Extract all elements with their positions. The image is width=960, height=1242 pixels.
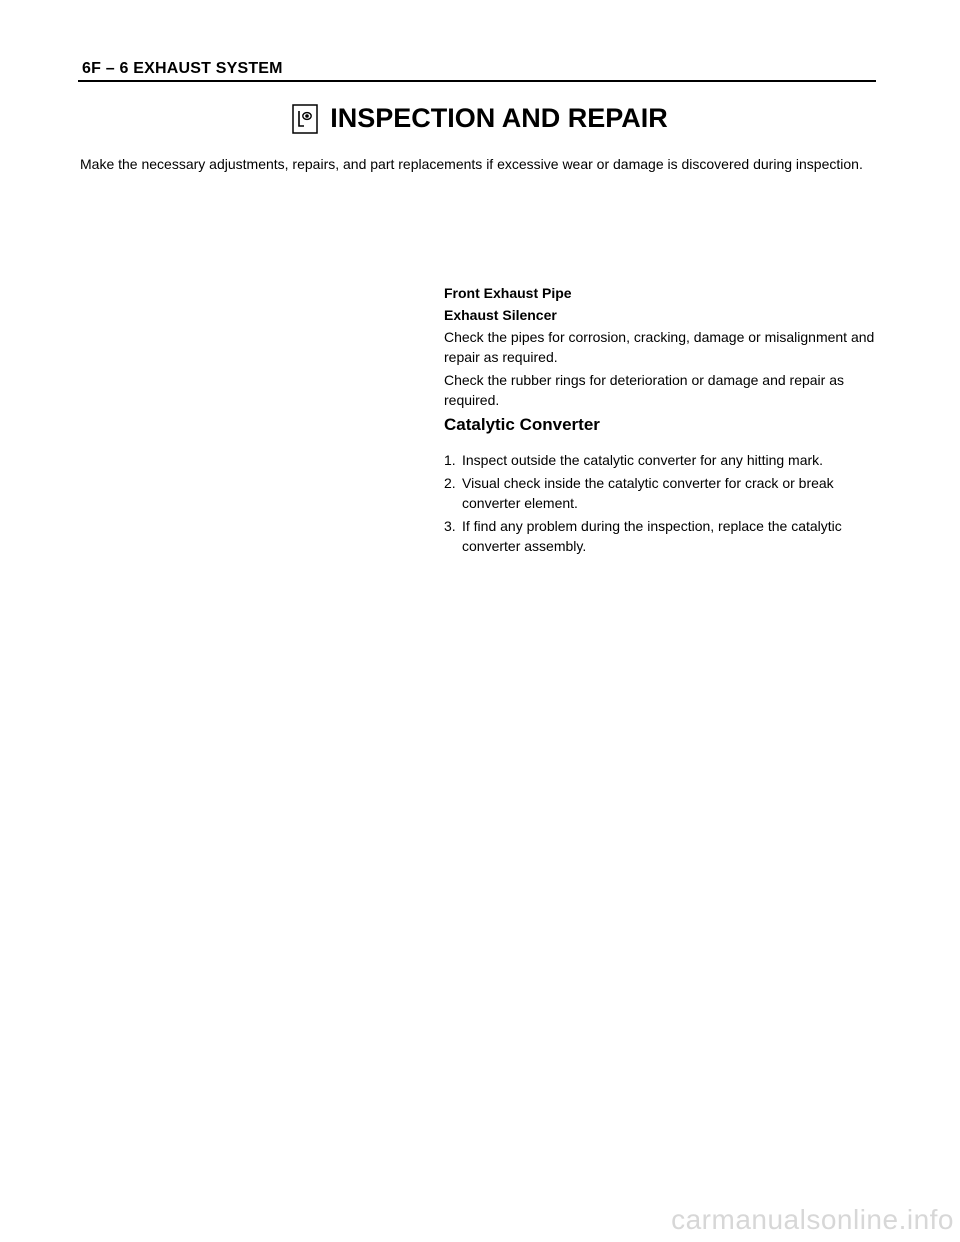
header-text: 6F – 6 EXHAUST SYSTEM <box>82 60 283 77</box>
step-text: If find any problem during the inspection, replace the catalytic converter assembly. <box>462 518 842 554</box>
converter-steps-list <box>444 450 884 556</box>
intro-paragraph: Make the necessary adjustments, repairs, and part replacements if excessive wear or damage is discovered during inspection. <box>80 156 863 172</box>
watermark: carmanualsonline.info <box>671 1204 954 1235</box>
list-item <box>444 473 884 513</box>
step-number: 2. <box>444 475 456 491</box>
inspection-icon <box>292 104 318 134</box>
step-number: 1. <box>444 452 456 468</box>
list-item <box>444 450 884 470</box>
section-title: INSPECTION AND REPAIR <box>330 103 668 133</box>
pipes-check-paragraph: Check the pipes for corrosion, cracking, damage or misalignment and repair as required. <box>444 329 875 365</box>
step-number: 3. <box>444 518 456 534</box>
catalytic-converter-heading: Catalytic Converter <box>444 415 600 434</box>
section-title-row <box>0 103 960 147</box>
inspection-content <box>444 283 884 559</box>
exhaust-silencer-heading: Exhaust Silencer <box>444 307 557 323</box>
front-exhaust-pipe-heading: Front Exhaust Pipe <box>444 285 572 301</box>
list-item <box>444 516 884 556</box>
page-header <box>78 58 876 82</box>
step-text: Visual check inside the catalytic converter for crack or break converter element. <box>462 475 834 511</box>
rubber-rings-paragraph: Check the rubber rings for deterioration or damage and repair as required. <box>444 372 844 408</box>
step-text: Inspect outside the catalytic converter for any hitting mark. <box>462 452 824 468</box>
